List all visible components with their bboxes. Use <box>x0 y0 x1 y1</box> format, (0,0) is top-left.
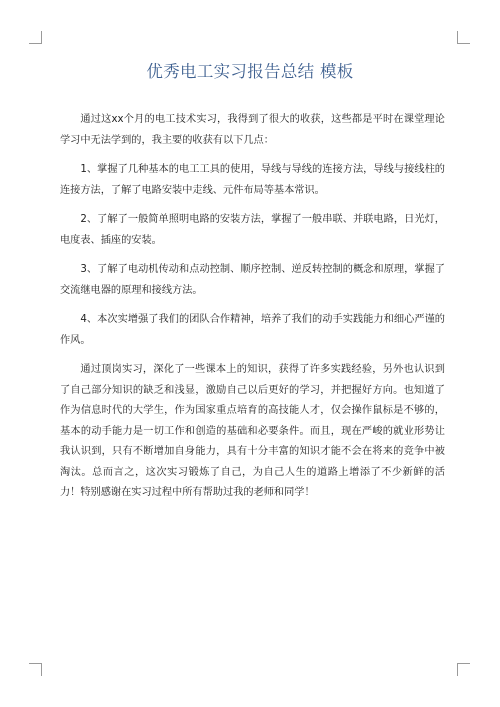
paragraph-item-4: 4、本次实增强了我们的团队合作精神，培养了我们的动手实践能力和细心严谨的作风。 <box>60 314 445 346</box>
crop-mark-top-right <box>457 31 470 44</box>
crop-mark-top-left <box>29 31 42 44</box>
paragraph-conclusion: 通过顶岗实习，深化了一些课本上的知识，获得了许多实践经验，另外也认识到了自己部分知识的缺乏和浅显，激励自己以后更好的学习，并把握好方向。也知道了作为信息时代的大学生，作为国家重点培育的高技能人才，仅会操作鼠标是不够的，基本的动手能力是一切工作和创造的基础和必要条件。而且，现在严峻的就业形势让我认识到，只有不断增加自身能力，具有十分丰富的知识才能不会在将来的竞争中被淘汰。总而言之，这次实习锻炼了自己，为自己人生的道路上增添了不少新鲜的活力！特别感谢在实习过程中所有帮助过我的老师和同学！ <box>60 364 445 498</box>
paragraph-item-2: 2、了解了一般简单照明电路的安装方法，掌握了一般串联、并联电路，日光灯，电度表、插座的安装。 <box>60 214 445 246</box>
document-title: 优秀电工实习报告总结 模板 <box>146 62 354 81</box>
paragraph-item-1: 1、掌握了几种基本的电工工具的使用，导线与导线的连接方法，导线与接线柱的连接方法，了解了电路安装中走线、元件布局等基本常识。 <box>60 164 445 196</box>
crop-mark-bottom-right <box>457 663 470 676</box>
crop-mark-bottom-left <box>29 663 42 676</box>
paragraph-intro: 通过这xx个月的电工技术实习，我得到了很大的收获，这些都是平时在课堂理论学习中无法学到的，我主要的收获有以下几点： <box>60 114 445 146</box>
document-body <box>60 110 445 513</box>
paragraph-item-3: 3、了解了电动机传动和点动控制、顺序控制、逆反转控制的概念和原理，掌握了交流继电器的原理和接线方法。 <box>60 264 445 296</box>
